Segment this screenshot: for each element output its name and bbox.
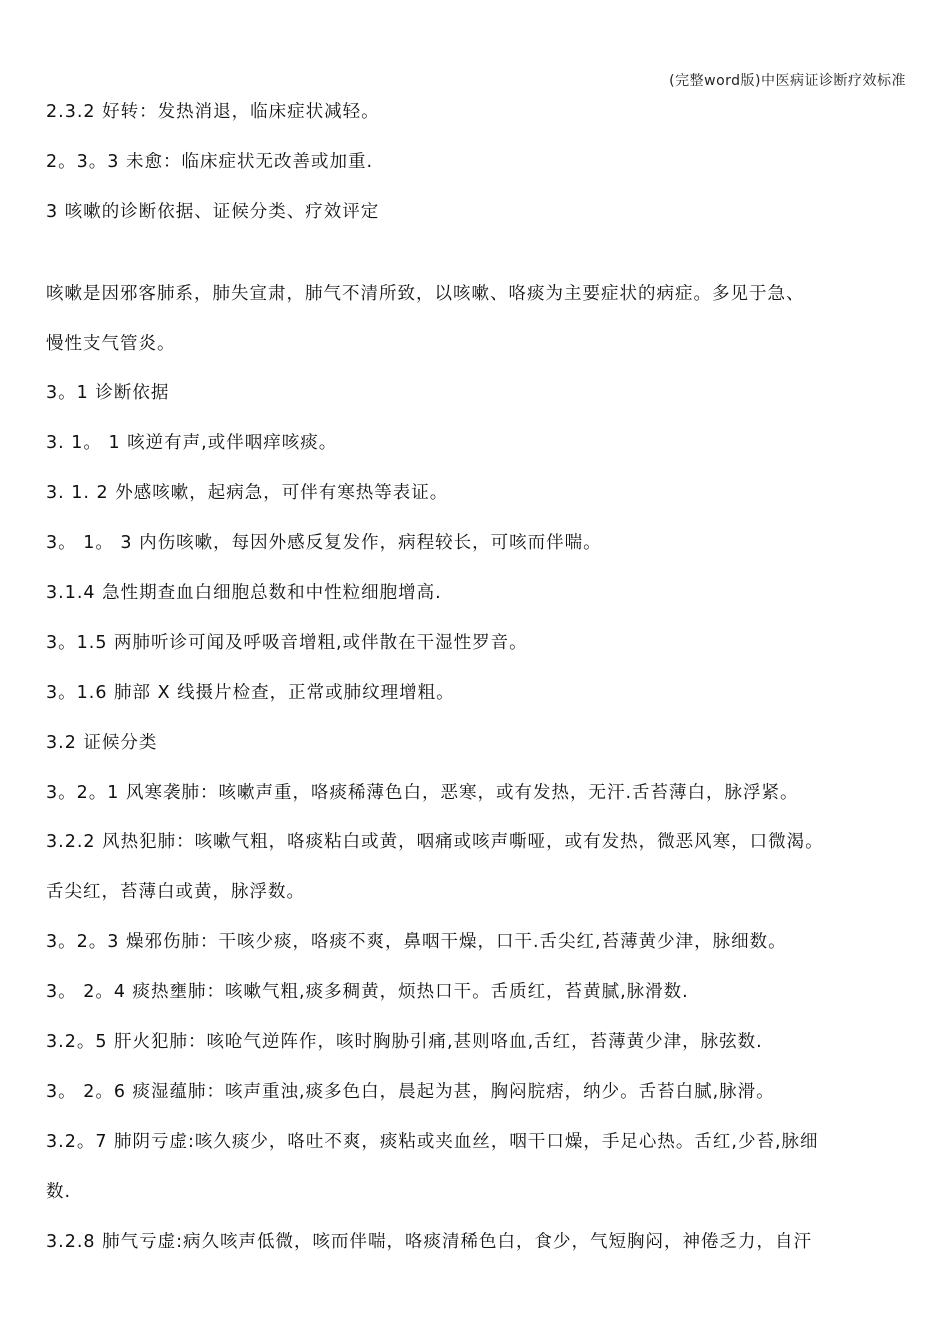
paragraph-line: 3.2。5 肝火犯肺：咳呛气逆阵作，咳时胸胁引痛,甚则咯血,舌红，苔薄黄少津，脉弦数. <box>46 1032 763 1052</box>
paragraph-line: 咳嗽是因邪客肺系，肺失宣肃，肺气不清所致，以咳嗽、咯痰为主要症状的病症。多见于急、 <box>46 284 805 304</box>
subsection-heading: 3.2 证候分类 <box>46 733 158 753</box>
paragraph-line: 3.2。7 肺阴亏虚:咳久痰少，咯吐不爽，痰粘或夹血丝，咽干口燥，手足心热。舌红,少苔,脉细 <box>46 1132 819 1152</box>
subsection-heading: 3。1 诊断依据 <box>46 383 170 403</box>
paragraph-line: 3.2.8 肺气亏虚:病久咳声低微，咳而伴喘，咯痰清稀色白，食少，气短胸闷，神倦乏力，自汗 <box>46 1232 812 1252</box>
paragraph-line: 3. 1。 1 咳逆有声,或伴咽痒咳痰。 <box>46 433 338 453</box>
paragraph-line: 3. 1. 2 外感咳嗽，起病急，可伴有寒热等表证。 <box>46 483 449 503</box>
paragraph-line: 3。2。3 燥邪伤肺：干咳少痰，咯痰不爽，鼻咽干燥，口干.舌尖红,苔薄黄少津，脉细数。 <box>46 932 787 952</box>
section-heading: 3 咳嗽的诊断依据、证候分类、疗效评定 <box>46 202 380 222</box>
paragraph-line: 2.3.2 好转：发热消退，临床症状减轻。 <box>46 102 380 122</box>
paragraph-line: 3。1.5 两肺听诊可闻及呼吸音增粗,或伴散在干湿性罗音。 <box>46 633 528 653</box>
page-header-title: (完整word版)中医病证诊断疗效标准 <box>669 73 906 89</box>
paragraph-line: 3.1.4 急性期查血白细胞总数和中性粒细胞增高. <box>46 583 442 603</box>
paragraph-line: 数. <box>46 1182 72 1202</box>
paragraph-line: 3。 1。 3 内伤咳嗽，每因外感反复发作，病程较长，可咳而伴喘。 <box>46 533 602 553</box>
paragraph-line: 3.2.2 风热犯肺：咳嗽气粗，咯痰粘白或黄，咽痛或咳声嘶哑，或有发热，微恶风寒，口微渴。 <box>46 832 824 852</box>
paragraph-line: 慢性支气管炎。 <box>46 334 176 354</box>
paragraph-line: 舌尖红，苔薄白或黄，脉浮数。 <box>46 882 305 902</box>
paragraph-line: 2。3。3 未愈：临床症状无改善或加重. <box>46 152 374 172</box>
paragraph-line: 3。1.6 肺部 X 线摄片检查，正常或肺纹理增粗。 <box>46 683 455 703</box>
paragraph-line: 3。 2。4 痰热壅肺：咳嗽气粗,痰多稠黄，烦热口干。舌质红，苔黄腻,脉滑数. <box>46 982 689 1002</box>
paragraph-line: 3。 2。6 痰湿蕴肺：咳声重浊,痰多色白，晨起为甚，胸闷脘痞，纳少。舌苔白腻,脉滑。 <box>46 1082 775 1102</box>
paragraph-line: 3。2。1 风寒袭肺：咳嗽声重，咯痰稀薄色白，恶寒，或有发热，无汗.舌苔薄白，脉浮紧。 <box>46 783 799 803</box>
